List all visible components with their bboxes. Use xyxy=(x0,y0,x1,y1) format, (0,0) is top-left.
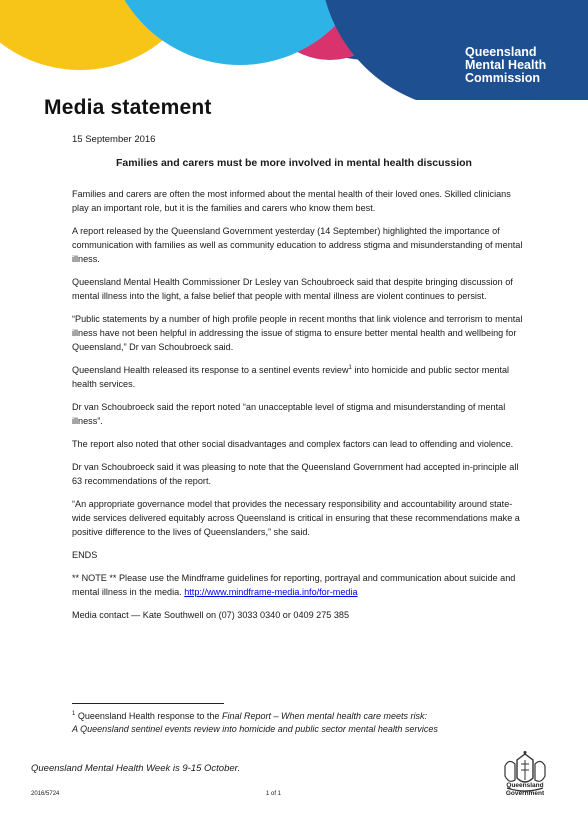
note-text: ** NOTE ** Please use the Mindframe guidelines for reporting, portrayal and communication about suicide and mental illness in the media. xyxy=(72,573,516,597)
media-contact: Media contact — Kate Southwell on (07) 3033 0340 or 0409 275 385 xyxy=(72,610,350,620)
logo-line-3: Commission xyxy=(465,71,541,85)
paragraph: Dr van Schoubroeck said the report noted “an unacceptable level of stigma and misunderstanding of mental illness”. xyxy=(72,402,506,426)
paragraph: A report released by the Queensland Government yesterday (14 September) highlighted the importance of communication with families as well as community education to address stigma and misunderstanding of mental illness. xyxy=(72,226,523,264)
qg-line-2: Government xyxy=(505,789,545,797)
mindframe-link[interactable]: http://www.mindframe-media.info/for-media xyxy=(184,587,358,597)
statement-title: Families and carers must be more involved in mental health discussion xyxy=(116,157,472,169)
paragraph-text: Queensland Health released its response to a sentinel events review xyxy=(72,365,349,375)
logo-line-2: Mental Health xyxy=(465,58,547,72)
queensland-crest-icon xyxy=(497,738,553,810)
statement-body xyxy=(72,187,524,631)
media-statement-heading: Media statement xyxy=(44,96,212,119)
page-number: 1 of 1 xyxy=(266,791,282,797)
release-date: 15 September 2016 xyxy=(72,134,156,145)
logo-line-1: Queensland xyxy=(465,45,537,59)
mental-health-week-note: Queensland Mental Health Week is 9-15 October. xyxy=(31,763,241,774)
document-number: 2016/5724 xyxy=(31,791,60,797)
paragraph-text: into homicide and public sector mental health services. xyxy=(72,365,510,389)
qg-line-1: Queensland xyxy=(506,782,544,789)
footnote xyxy=(72,708,524,736)
paragraph: Queensland Mental Health Commissioner Dr Lesley van Schoubroeck said that despite bringing discussion of mental illness into the light, a false belief that people with mental illness are violent continues to persist. xyxy=(72,277,513,301)
footnote-report-subtitle: A Queensland sentinel events review into homicide and public sector mental health services xyxy=(72,724,438,734)
footnote-number: 1 xyxy=(72,711,76,717)
paragraph-sentinel-review xyxy=(72,363,524,391)
paragraph: Dr van Schoubroeck said it was pleasing to note that the Queensland Government had accepted in-principle all 63 recommendations of the report. xyxy=(72,462,519,486)
footnote-text: Queensland Health response to the xyxy=(75,711,222,721)
commission-logo xyxy=(465,46,585,85)
paragraph: Families and carers are often the most informed about the mental health of their loved ones. Skilled clinicians play an important role, but it is the families and carers who know them best. xyxy=(72,189,511,213)
footnote-divider xyxy=(72,703,224,704)
mindframe-note xyxy=(72,571,524,599)
ends-marker: ENDS xyxy=(72,550,98,560)
queensland-government-logo xyxy=(497,782,553,797)
footnote-reference: 1 xyxy=(348,364,352,371)
footnote-report-title: Final Report – When mental health care meets risk: xyxy=(221,711,428,721)
paragraph: “Public statements by a number of high profile people in recent months that link violence and terrorism to mental illness have not been helpful in addressing the issue of stigma to ensure better mental health and wellbeing for Queensland,” Dr van Schoubroeck said. xyxy=(72,314,523,352)
paragraph: The report also noted that other social disadvantages and complex factors can lead to offending and violence. xyxy=(72,439,514,449)
paragraph: “An appropriate governance model that provides the necessary responsibility and accountability around state-wide services delivered equitably across Queensland is critical in ensuring that these recommendations make a positive difference to the lives of Queenslanders,” she said. xyxy=(72,499,520,537)
